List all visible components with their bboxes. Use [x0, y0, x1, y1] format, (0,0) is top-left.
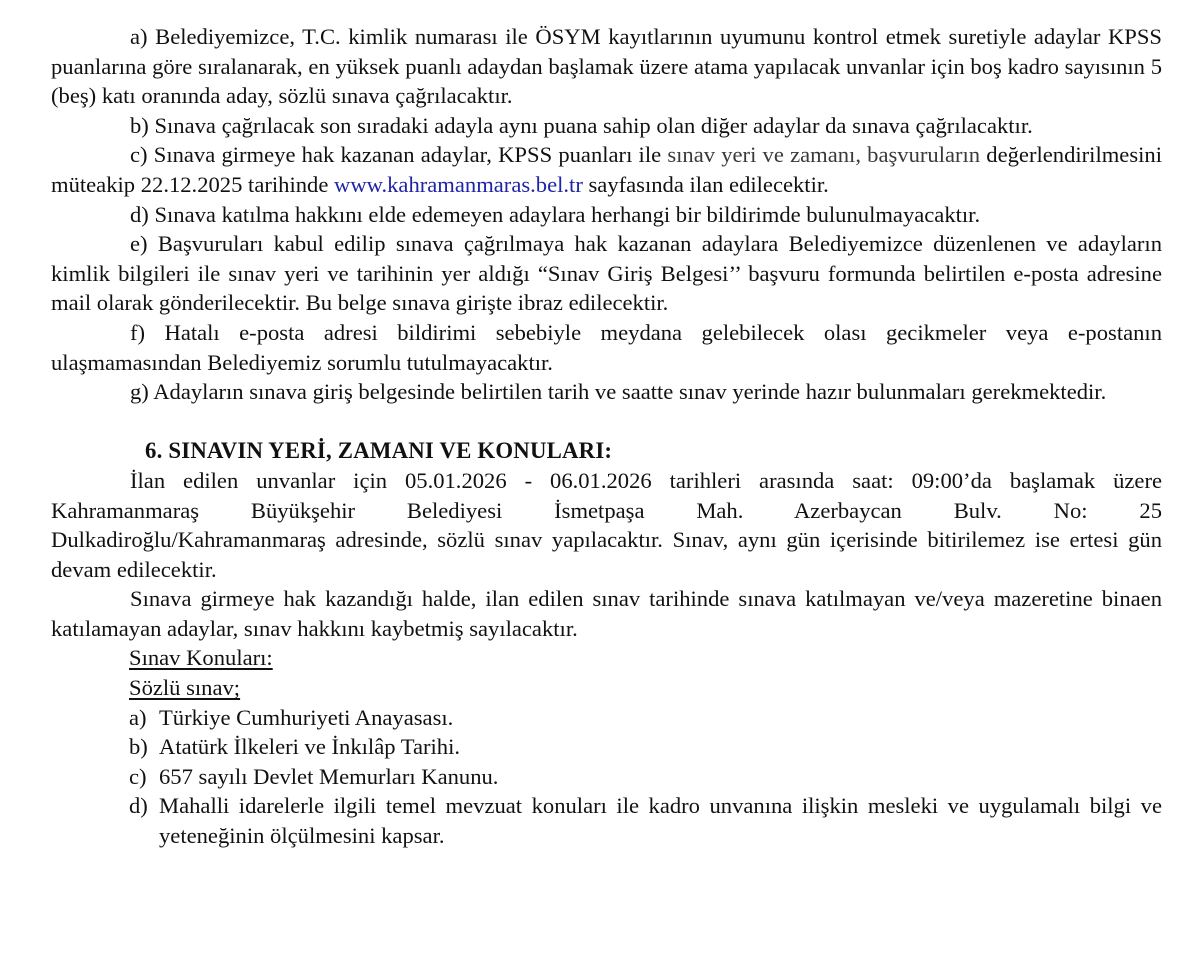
topic-text: 657 sayılı Devlet Memurları Kanunu. [159, 763, 499, 789]
item-g-paragraph: g) Adayların sınava giriş belgesinde belirtilen tarih ve saatte sınav yerinde hazır bulunmaları gerekmektedir. [130, 379, 1107, 405]
item-c-text-1: c) Sınava girmeye hak kazanan adaylar, KPSS puanları ile [130, 142, 668, 168]
item-f-paragraph: f) Hatalı e-posta adresi bildirimi sebebiyle meydana gelebilecek olası gecikmeler veya e-postanın ulaşmamasından Belediyemiz sorumlu tutulmayacaktır. [51, 319, 1162, 375]
exam-topics-list [51, 703, 1162, 851]
topic-item [129, 732, 1162, 762]
section-6-heading: 6. SINAVIN YERİ, ZAMANI VE KONULARI: [145, 438, 613, 464]
topic-text: Mahalli idarelerle ilgili temel mevzuat konuları ile kadro unvanına ilişkin mesleki ve uygulamalı bilgi ve yeteneğinin ölçülmesini kapsar. [159, 793, 1162, 849]
oral-exam-title: Sözlü sınav; [129, 675, 241, 701]
topic-marker: b) [129, 734, 148, 760]
topic-text: Atatürk İlkeleri ve İnkılâp Tarihi. [159, 734, 461, 760]
topic-item [129, 791, 1162, 850]
exam-topics-title: Sınav Konuları: [129, 645, 273, 671]
item-c-text-gray: sınav yeri ve zamanı, başvuruların [667, 142, 981, 168]
topic-marker: c) [129, 763, 147, 789]
topic-text: Türkiye Cumhuriyeti Anayasası. [159, 704, 454, 730]
document-page [51, 22, 1162, 851]
item-e-paragraph: e) Başvuruları kabul edilip sınava çağrılmaya hak kazanan adaylara Belediyemizce düzenlenen ve adayların kimlik bilgileri ile sınav yeri ve tarihinin yer aldığı “Sınav Giriş Belgesi’’ başvuru formunda belirtilen e-posta adresine mail olarak gönderilecektir. Bu belge sınava girişte ibraz edilecektir. [51, 231, 1162, 316]
topic-marker: d) [129, 793, 148, 819]
exam-place-time-line-2: Kahramanmaraş Büyükşehir Belediyesi İsmetpaşa Mah. Azerbaycan Bulv. No: 25 [51, 497, 1162, 523]
topic-item [129, 703, 1162, 733]
exam-place-time-line-1: İlan edilen unvanlar için 05.01.2026 - 06.01.2026 tarihleri arasında saat: 09:00’da başlamak üzere [130, 467, 1162, 493]
item-c-text-3: sayfasında ilan edilecektir. [582, 171, 829, 197]
item-d-paragraph: d) Sınava katılma hakkını elde edemeyen adaylara herhangi bir bildirimde bulunulmayacaktır. [130, 201, 981, 227]
item-b-paragraph: b) Sınava çağrılacak son sıradaki adayla aynı puana sahip olan diğer adaylar da sınava çağrılacaktır. [130, 112, 1033, 138]
section-spacer [51, 407, 1162, 437]
exam-place-time-rest: Dulkadiroğlu/Kahramanmaraş adresinde, sözlü sınav yapılacaktır. Sınav, aynı gün içerisinde bitirilemez ise ertesi gün devam edilecektir. [51, 527, 1162, 582]
municipality-website-link[interactable]: www.kahramanmaras.bel.tr [334, 171, 583, 197]
item-c-text-2: değerlendirilmesini müteakip 22.12.2025 tarihinde [51, 142, 1162, 197]
item-c-paragraph [51, 140, 1162, 199]
topic-marker: a) [129, 704, 147, 730]
absence-paragraph: Sınava girmeye hak kazandığı halde, ilan edilen sınav tarihinde sınava katılmayan ve/veya mazeretine binaen katılamayan adaylar, sınav hakkını kaybetmiş sayılacaktır. [51, 586, 1162, 641]
topic-item [129, 762, 1162, 792]
item-a-paragraph: a) Belediyemizce, T.C. kimlik numarası ile ÖSYM kayıtlarının uyumunu kontrol etmek suretiyle adaylar KPSS puanlarına göre sıralanarak, en yüksek puanlı adaydan başlamak üzere atama yapılacak unvanlar için boş kadro sayısının 5 (beş) katı oranında aday, sözlü sınava çağrılacaktır. [51, 24, 1162, 109]
